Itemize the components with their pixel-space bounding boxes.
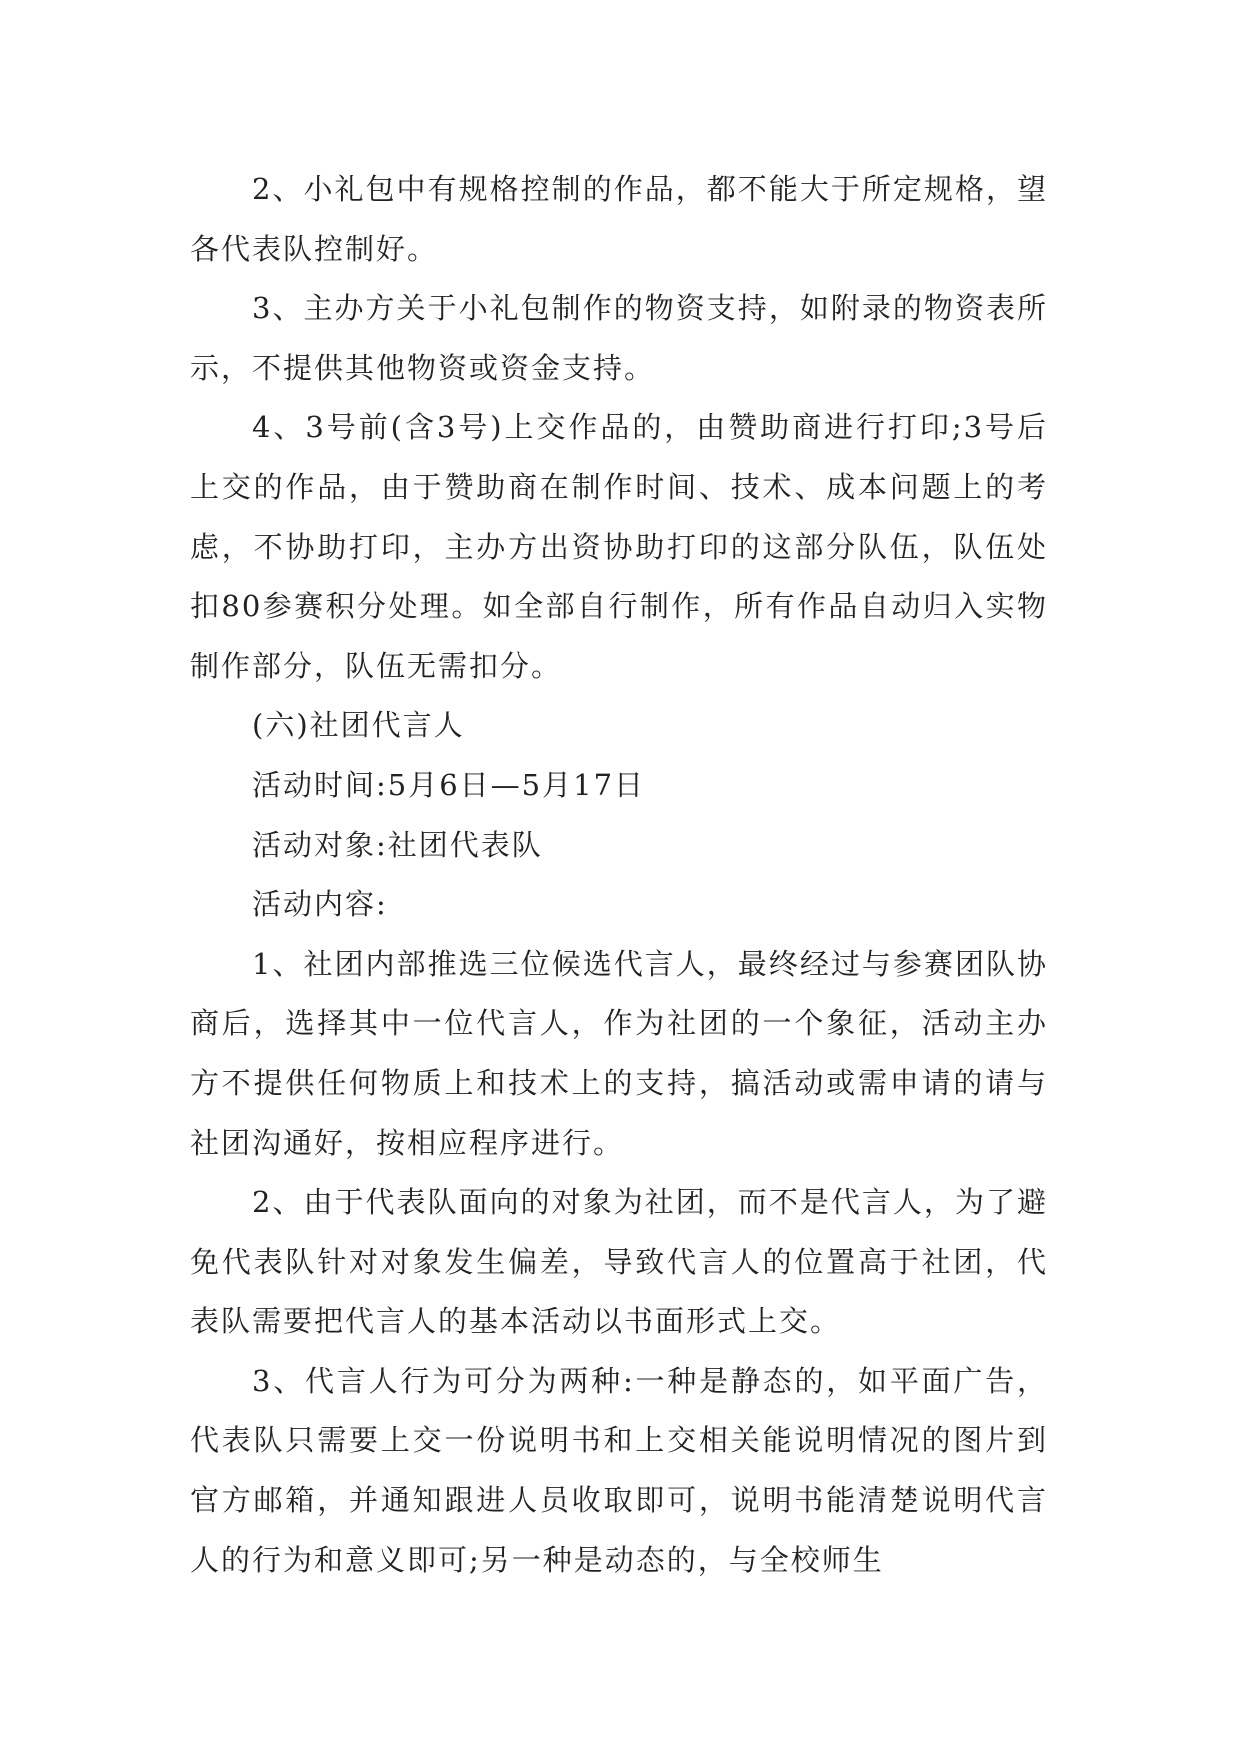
paragraph-item-3-behavior-types: 3、代言人行为可分为两种:一种是静态的，如平面广告，代表队只需要上交一份说明书和上交相关能说明情况的图片到官方邮箱，并通知跟进人员收取即可，说明书能清楚说明代言人的行为和意义即可;另一种是动态的，与全校师生	[190, 1363, 1048, 1577]
paragraph-item-3-material-support: 3、主办方关于小礼包制作的物资支持，如附录的物资表所示，不提供其他物资或资金支持。	[190, 291, 1048, 385]
paragraph-item-1-selection: 1、社团内部推选三位候选代言人，最终经过与参赛团队协商后，选择其中一位代言人，作为社团的一个象征，活动主办方不提供任何物质上和技术上的支持，搞活动或需申请的请与社团沟通好，按相应程序进行。	[190, 946, 1048, 1160]
activity-time: 活动时间:5月6日—5月17日	[252, 767, 646, 802]
section-heading-spokesperson: (六)社团代言人	[252, 708, 465, 743]
paragraph-item-2-size-limit: 2、小礼包中有规格控制的作品，都不能大于所定规格，望各代表队控制好。	[190, 172, 1048, 266]
activity-content-label: 活动内容:	[252, 887, 388, 922]
paragraph-item-2-written-report: 2、由于代表队面向的对象为社团，而不是代言人，为了避免代表队针对对象发生偏差，导致代言人的位置高于社团，代表队需要把代言人的基本活动以书面形式上交。	[190, 1185, 1048, 1339]
document-body	[190, 160, 1048, 1590]
paragraph-item-4-printing: 4、3号前(含3号)上交作品的，由赞助商进行打印;3号后上交的作品，由于赞助商在制作时间、技术、成本问题上的考虑，不协助打印，主办方出资协助打印的这部分队伍，队伍处扣80参赛积分处理。如全部自行制作，所有作品自动归入实物制作部分，队伍无需扣分。	[190, 410, 1048, 683]
activity-target: 活动对象:社团代表队	[252, 827, 543, 862]
